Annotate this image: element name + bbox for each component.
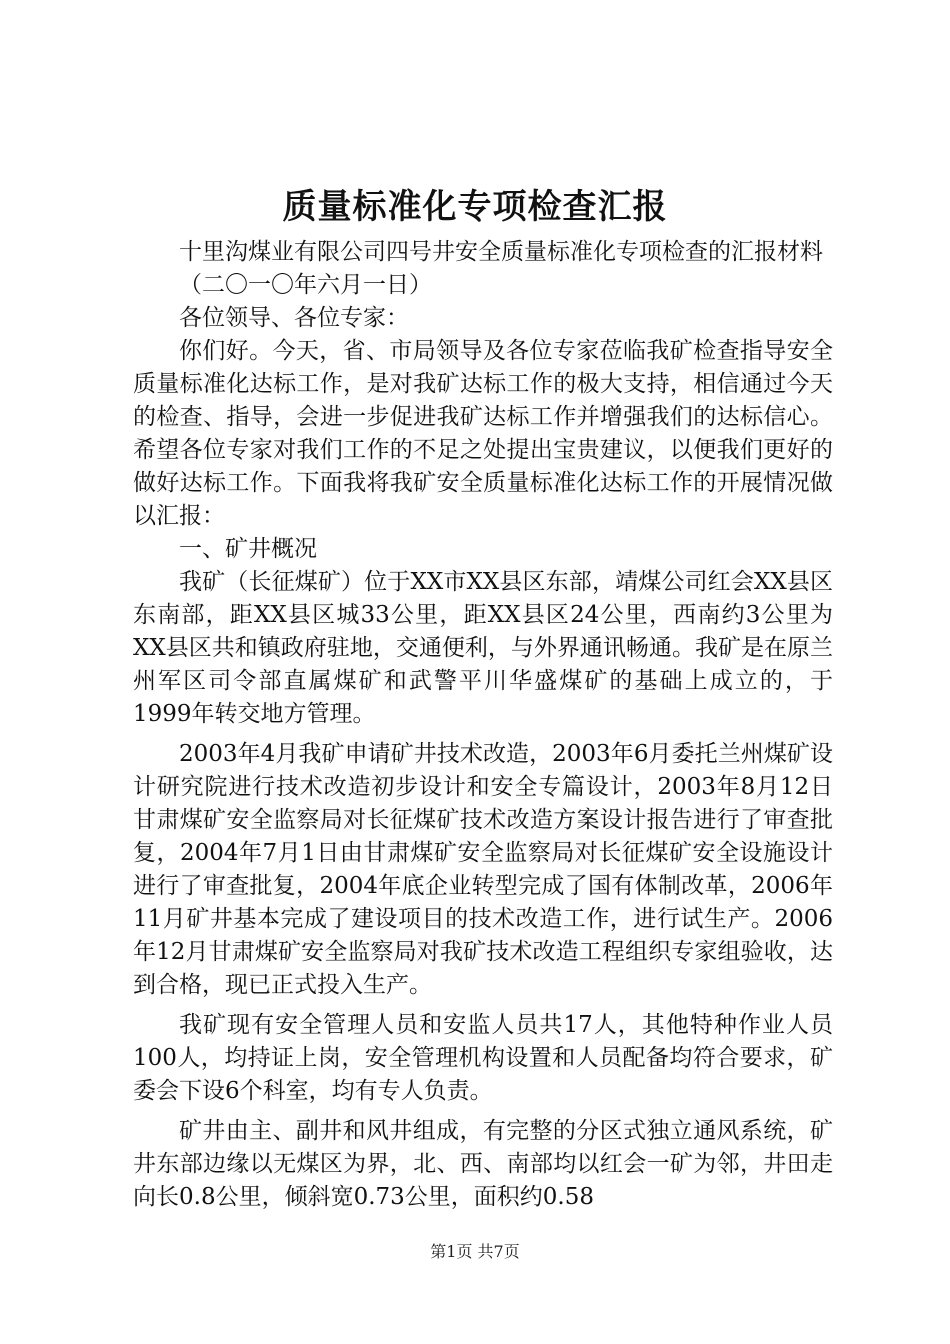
page-number-footer: 第1页 共7页 (430, 1242, 520, 1261)
section-heading-mine-overview: 一、矿井概况 (179, 536, 317, 562)
paragraph-personnel: 我矿现有安全管理人员和安监人员共17人，其他特种作业人员100人，均持证上岗，安全管理机构设置和人员配备均符合要求，矿委会下设6个科室，均有专人负责。 (133, 1012, 833, 1104)
paragraph-date: （二〇一〇年六月一日） (179, 272, 432, 298)
paragraph-shaft-system: 矿井由主、副井和风井组成，有完整的分区式独立通风系统，矿井东部边缘以无煤区为界，北、西、南部均以红会一矿为邻，井田走向长0.8公里，倾斜宽0.73公里，面积约0.58 (133, 1118, 833, 1210)
paragraph-mine-location: 我矿（长征煤矿）位于XX市XX县区东部，靖煤公司红会XX县区东南部，距XX县区城33公里，距XX县区24公里，西南约3公里为XX县区共和镇政府驻地，交通便利，与外界通讯畅通。我矿是在原兰州军区司令部直属煤矿和武警平川华盛煤矿的基础上成立的，于1999年转交地方管理。 (133, 569, 833, 727)
paragraph-subtitle: 十里沟煤业有限公司四号井安全质量标准化专项检查的汇报材料 (179, 239, 823, 265)
paragraph-salutation: 各位领导、各位专家： (179, 305, 409, 331)
paragraph-technical-renovation: 2003年4月我矿申请矿井技术改造，2003年6月委托兰州煤矿设计研究院进行技术改造初步设计和安全专篇设计，2003年8月12日甘肃煤矿安全监察局对长征煤矿技术改造方案设计报告进行了审查批复，2004年7月1日由甘肃煤矿安全监察局对长征煤矿安全设施设计进行了审查批复，2004年底企业转型完成了国有体制改革，2006年11月矿井基本完成了建设项目的技术改造工作，进行试生产。2006年12月甘肃煤矿安全监察局对我矿技术改造工程组织专家组验收，达到合格，现已正式投入生产。 (133, 741, 833, 998)
paragraph-greeting: 你们好。今天，省、市局领导及各位专家莅临我矿检查指导安全质量标准化达标工作，是对我矿达标工作的极大支持，相信通过今天的检查、指导，会进一步促进我矿达标工作并增强我们的达标信心。希望各位专家对我们工作的不足之处提出宝贵建议，以便我们更好的做好达标工作。下面我将我矿安全质量标准化达标工作的开展情况做以汇报： (133, 338, 833, 529)
document-title: 质量标准化专项检查汇报 (282, 187, 668, 227)
document-body (133, 236, 833, 1214)
